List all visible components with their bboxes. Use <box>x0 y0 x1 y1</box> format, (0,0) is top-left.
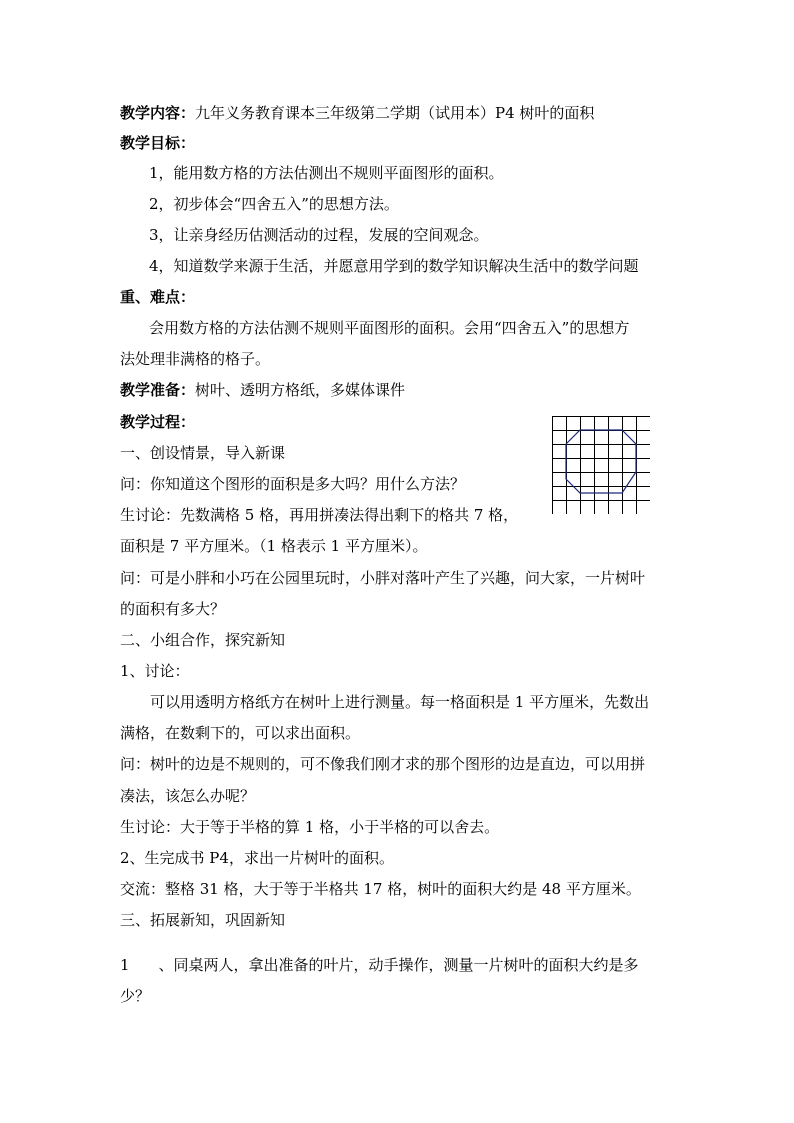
grid-figure <box>552 416 650 514</box>
goal-item-1: 1，能用数方格的方法估测出不规则平面图形的面积。 <box>149 164 504 182</box>
question-3-line-1: 问：树叶的边是不规则的，可不像我们刚才求的那个图形的边是直边，可以用拼 <box>120 755 646 773</box>
section-2-item-2: 2、生完成书 P4，求出一片树叶的面积。 <box>120 849 394 867</box>
discussion-1-line-1: 生讨论：先数满格 5 格，再用拼凑法得出剩下的格共 7 格， <box>120 506 519 524</box>
content-label: 教学内容： <box>120 104 196 122</box>
section-2-para-line-1: 可以用透明方格纸方在树叶上进行测量。每一格面积是 1 平方厘米，先数出 <box>150 693 650 711</box>
section-1-title: 一、创设情景，导入新课 <box>120 444 286 462</box>
question-2-line-1: 问：可是小胖和小巧在公园里玩时，小胖对落叶产生了兴趣，问大家，一片树叶 <box>120 569 646 587</box>
key-points-line-2: 法处理非满格的格子。 <box>120 350 271 368</box>
content-row <box>120 103 594 123</box>
discussion-1-line-2: 面积是 7 平方厘米。（1 格表示 1 平方厘米）。 <box>120 537 428 555</box>
section-3-title: 三、拓展新知，巩固新知 <box>120 911 286 929</box>
section-3-item-1-number: 1 <box>120 956 130 974</box>
goals-label: 教学目标： <box>120 134 196 152</box>
discussion-2: 生讨论：大于等于半格的算 1 格，小于半格的可以舍去。 <box>120 818 500 836</box>
section-2-title: 二、小组合作，探究新知 <box>120 631 286 649</box>
octagon-shape <box>566 430 636 493</box>
content-text: 九年义务教育课本三年级第二学期（试用本）P4 树叶的面积 <box>195 104 595 122</box>
section-3-item-1-text: 、同桌两人，拿出准备的叶片，动手操作，测量一片树叶的面积大约是多 <box>158 956 639 974</box>
goal-item-3: 3，让亲身经历估测活动的过程，发展的空间观念。 <box>149 226 489 244</box>
prep-text: 树叶、透明方格纸，多媒体课件 <box>195 381 406 399</box>
question-3-line-2: 凑法，该怎么办呢？ <box>120 787 256 805</box>
prep-row <box>120 380 405 400</box>
section-3-item-1-line-2: 少？ <box>120 987 151 1005</box>
key-points-line-1: 会用数方格的方法估测不规则平面图形的面积。会用“四舍五入”的思想方 <box>149 319 630 337</box>
key-points-label: 重、难点： <box>120 288 196 306</box>
question-2-line-2: 的面积有多大？ <box>120 600 226 618</box>
section-3-item-1-line-1 <box>120 955 639 975</box>
prep-label: 教学准备： <box>120 381 196 399</box>
exchange: 交流：整格 31 格，大于等于半格共 17 格，树叶的面积大约是 48 平方厘米。 <box>120 880 641 898</box>
question-1: 问：你知道这个图形的面积是多大吗？用什么方法？ <box>120 475 466 493</box>
grid-lines <box>552 416 650 514</box>
section-2-item-1: 1、讨论： <box>120 662 190 680</box>
process-label: 教学过程： <box>120 413 196 431</box>
goal-item-4: 4，知道数学来源于生活，并愿意用学到的数学知识解决生活中的数学问题 <box>149 257 639 275</box>
goal-item-2: 2，初步体会“四舍五入”的思想方法。 <box>149 195 399 213</box>
section-2-para-line-2: 满格，在数剩下的，可以求出面积。 <box>120 724 361 742</box>
